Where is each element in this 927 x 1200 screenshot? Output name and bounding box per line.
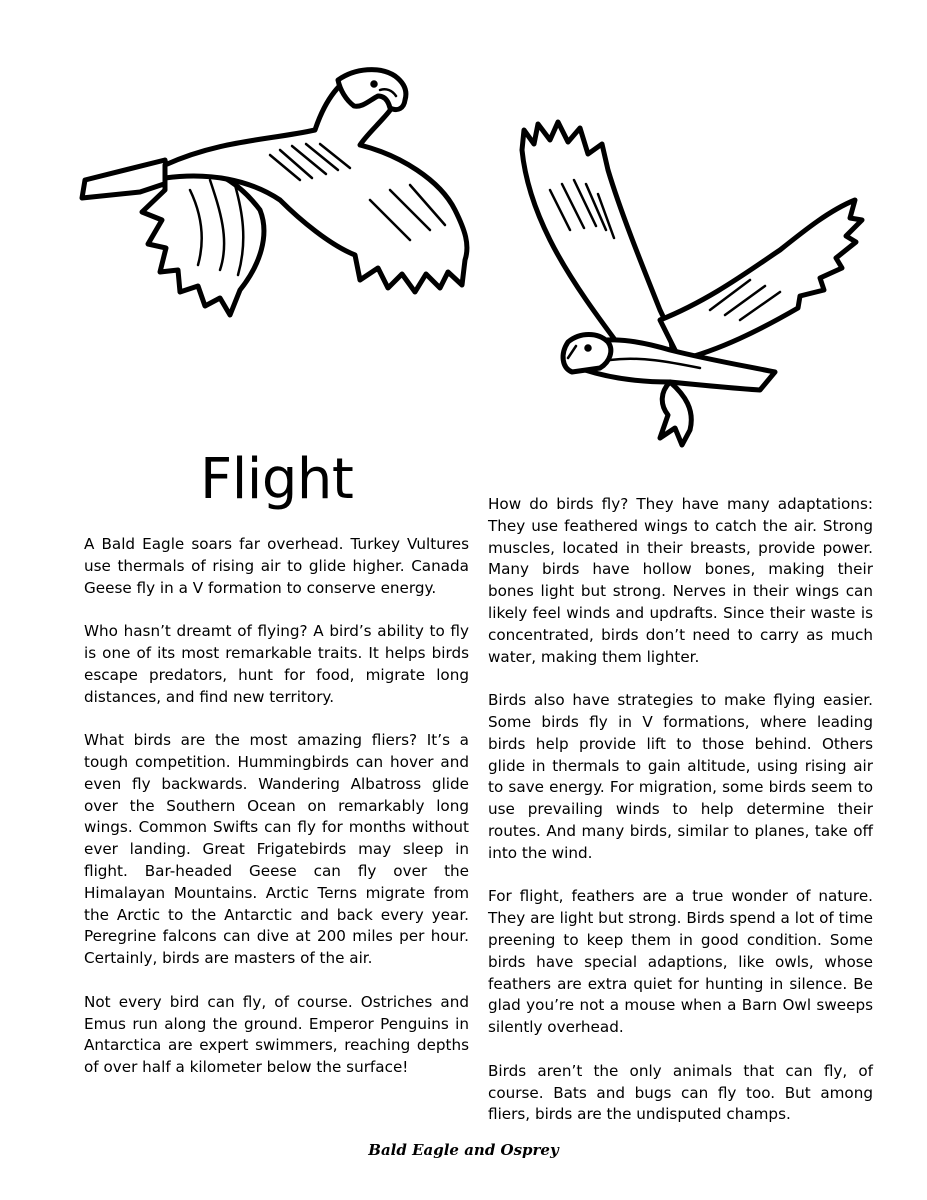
bald-eagle-illustration (70, 60, 480, 320)
paragraph: A Bald Eagle soars far overhead. Turkey Vultures use thermals of rising air to glide higher. Canada Geese fly in a V formation to conserve energy. (84, 535, 469, 597)
osprey-illustration (510, 110, 865, 450)
paragraph: Birds also have strategies to make flying easier. Some birds fly in V formations, where leading birds help provide lift to those behind. Others glide in thermals to gain altitude, using rising air to save energy. For migration, some birds seem to use prevailing winds to help determine their routes. And many birds, similar to planes, take off into the wind. (488, 691, 873, 862)
osprey-fish (660, 382, 691, 445)
eagle-tail (82, 160, 170, 198)
eagle-lower-wing (142, 166, 264, 315)
paragraph: Not every bird can fly, of course. Ostriches and Emus run along the ground. Emperor Penguins in Antarctica are expert swimmers, reaching depths of over half a kilometer below the surface! (84, 992, 469, 1077)
left-text-column (84, 534, 469, 1101)
paragraph: Birds aren’t the only animals that can fly, of course. Bats and bugs can fly too. But among fliers, birds are the undisputed champs. (488, 1061, 873, 1124)
right-text-column (488, 494, 873, 1148)
paragraph: Who hasn’t dreamt of flying? A bird’s ability to fly is one of its most remarkable traits. It helps birds escape predators, hunt for food, migrate long distances, and find new territory. (84, 622, 469, 706)
paragraph: How do birds fly? They have many adaptations: They use feathered wings to catch the air. Strong muscles, located in their breasts, provide power. Many birds have hollow bones, making their bones light but strong. Nerves in their wings can likely feel winds and updrafts. Since their waste is concentrated, birds don’t need to carry as much water, making them lighter. (488, 495, 873, 666)
osprey-right-wing (660, 200, 862, 360)
paragraph: What birds are the most amazing fliers? It’s a tough competition. Hummingbirds can hover and even fly backwards. Wandering Albatross glide over the Southern Ocean on remarkably long wings. Common Swifts can fly for months without ever landing. Great Frigatebirds may sleep in flight. Bar-headed Geese can fly over the Himalayan Mountains. Arctic Terns migrate from the Arctic to the Antarctic and back every year. Peregrine falcons can dive at 200 miles per hour. Certainly, birds are masters of the air. (84, 731, 469, 968)
paragraph: For flight, feathers are a true wonder of nature. They are light but strong. Birds spend a lot of time preening to keep them in good condition. Some birds have special adaptions, like owls, whose feathers are extra quiet for hunting in silence. Be glad you’re not a mouse when a Barn Owl sweeps silently overhead. (488, 887, 873, 1037)
page-title: Flight (200, 447, 354, 512)
osprey-left-wing (522, 122, 672, 365)
image-caption: Bald Eagle and Osprey (368, 1141, 559, 1159)
